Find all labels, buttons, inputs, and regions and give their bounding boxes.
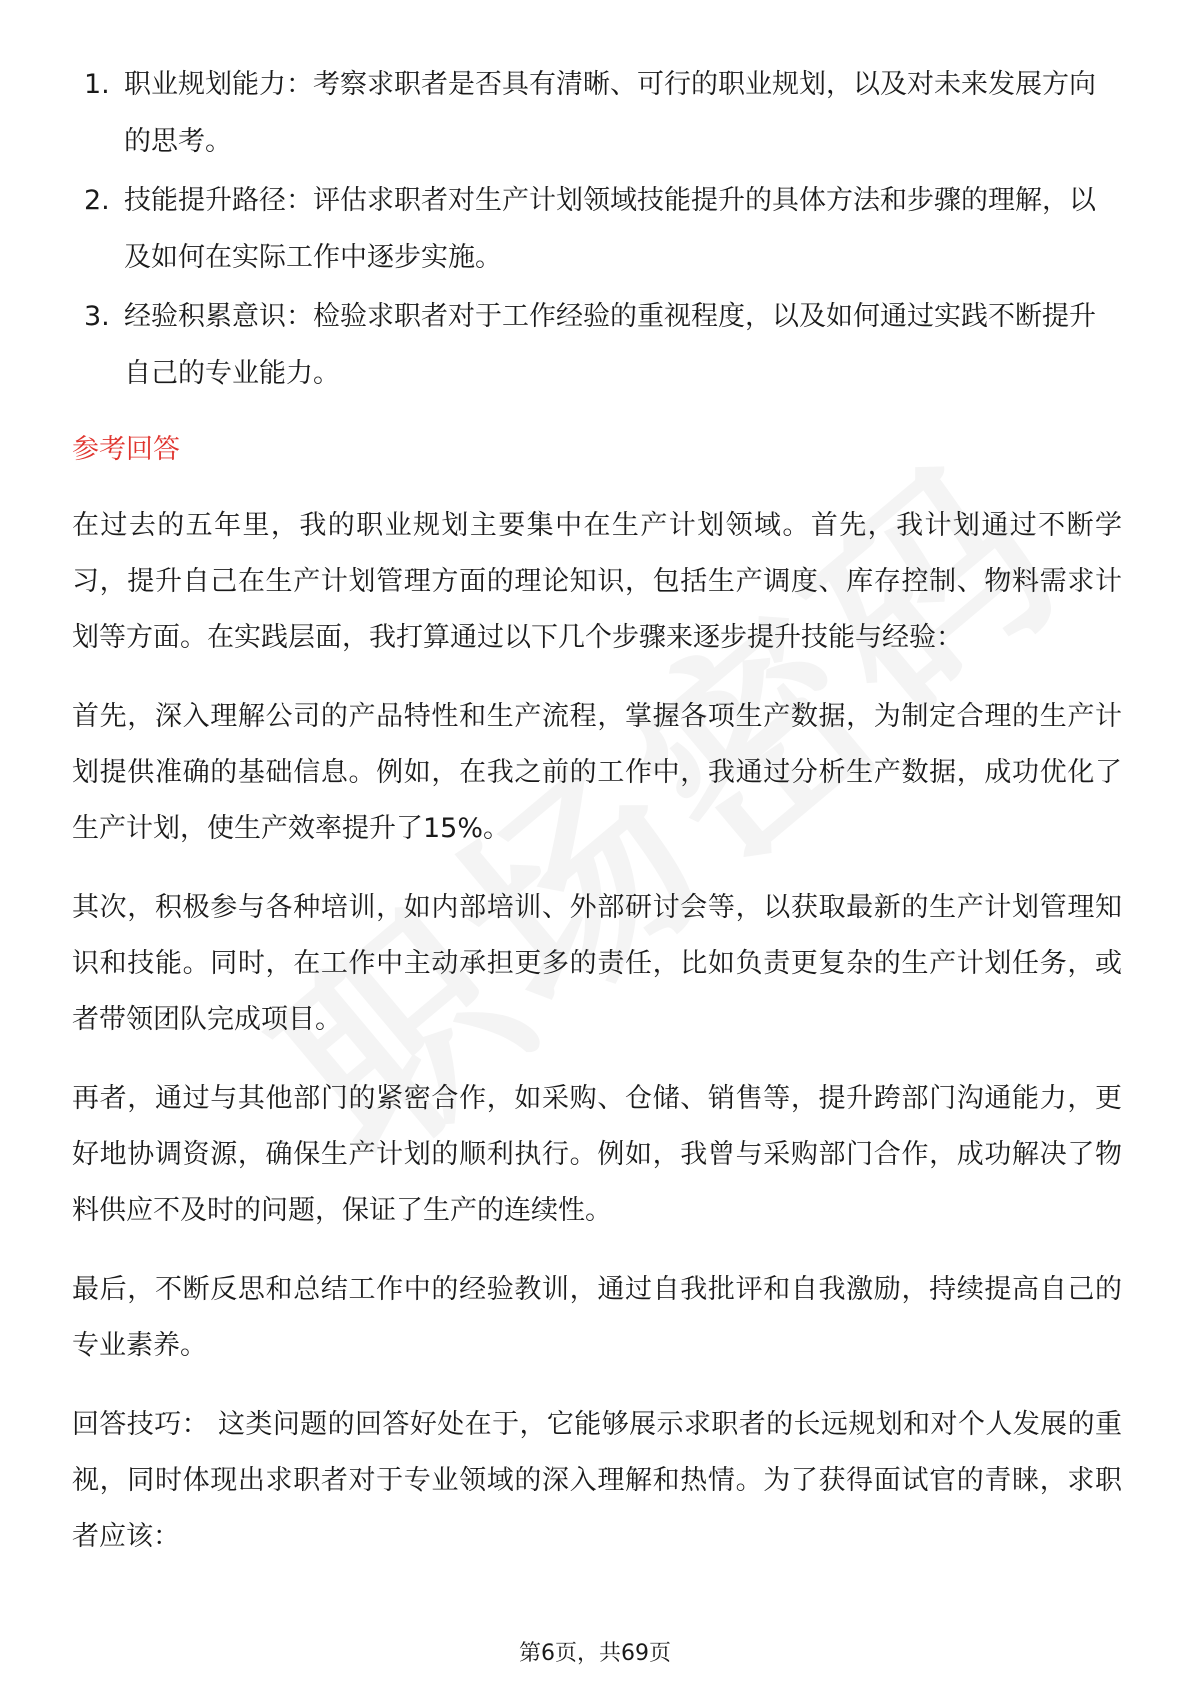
list-item-text: 经验积累意识：检验求职者对于工作经验的重视程度，以及如何通过实践不断提升自己的专业能力。 — [124, 301, 1096, 389]
paragraph: 首先，深入理解公司的产品特性和生产流程，掌握各项生产数据，为制定合理的生产计划提供准确的基础信息。例如，在我之前的工作中，我通过分析生产数据，成功优化了生产计划，使生产效率提升了15%。 — [72, 701, 1122, 844]
list-item-number: 2. — [84, 185, 110, 216]
page-number: 第6页，共69页 — [519, 1641, 671, 1666]
paragraph: 再者，通过与其他部门的紧密合作，如采购、仓储、销售等，提升跨部门沟通能力，更好地协调资源，确保生产计划的顺利执行。例如，我曾与采购部门合作，成功解决了物料供应不及时的问题，保证了生产的连续性。 — [72, 1083, 1122, 1226]
list-item — [72, 288, 1122, 402]
paragraph: 回答技巧： 这类问题的回答好处在于，它能够展示求职者的长远规划和对个人发展的重视，同时体现出求职者对于专业领域的深入理解和热情。为了获得面试官的青睐，求职者应该： — [72, 1409, 1122, 1552]
list-item — [72, 56, 1122, 170]
list-item-text: 技能提升路径：评估求职者对生产计划领域技能提升的具体方法和步骤的理解，以及如何在实际工作中逐步实施。 — [124, 185, 1096, 273]
paragraph: 最后，不断反思和总结工作中的经验教训，通过自我批评和自我激励，持续提高自己的专业素养。 — [72, 1274, 1122, 1361]
list-item-text: 职业规划能力：考察求职者是否具有清晰、可行的职业规划，以及对未来发展方向的思考。 — [124, 69, 1096, 157]
list-item-number: 3. — [84, 301, 110, 332]
page-content — [72, 56, 1122, 1588]
paragraph: 在过去的五年里，我的职业规划主要集中在生产计划领域。首先，我计划通过不断学习，提升自己在生产计划管理方面的理论知识，包括生产调度、库存控制、物料需求计划等方面。在实践层面，我打算通过以下几个步骤来逐步提升技能与经验： — [72, 510, 1122, 653]
evaluation-criteria-list — [72, 56, 1122, 402]
list-item-number: 1. — [84, 69, 110, 100]
list-item — [72, 172, 1122, 286]
section-title: 参考回答 — [72, 434, 180, 465]
paragraph: 其次，积极参与各种培训，如内部培训、外部研讨会等，以获取最新的生产计划管理知识和技能。同时，在工作中主动承担更多的责任，比如负责更复杂的生产计划任务，或者带领团队完成项目。 — [72, 892, 1122, 1035]
